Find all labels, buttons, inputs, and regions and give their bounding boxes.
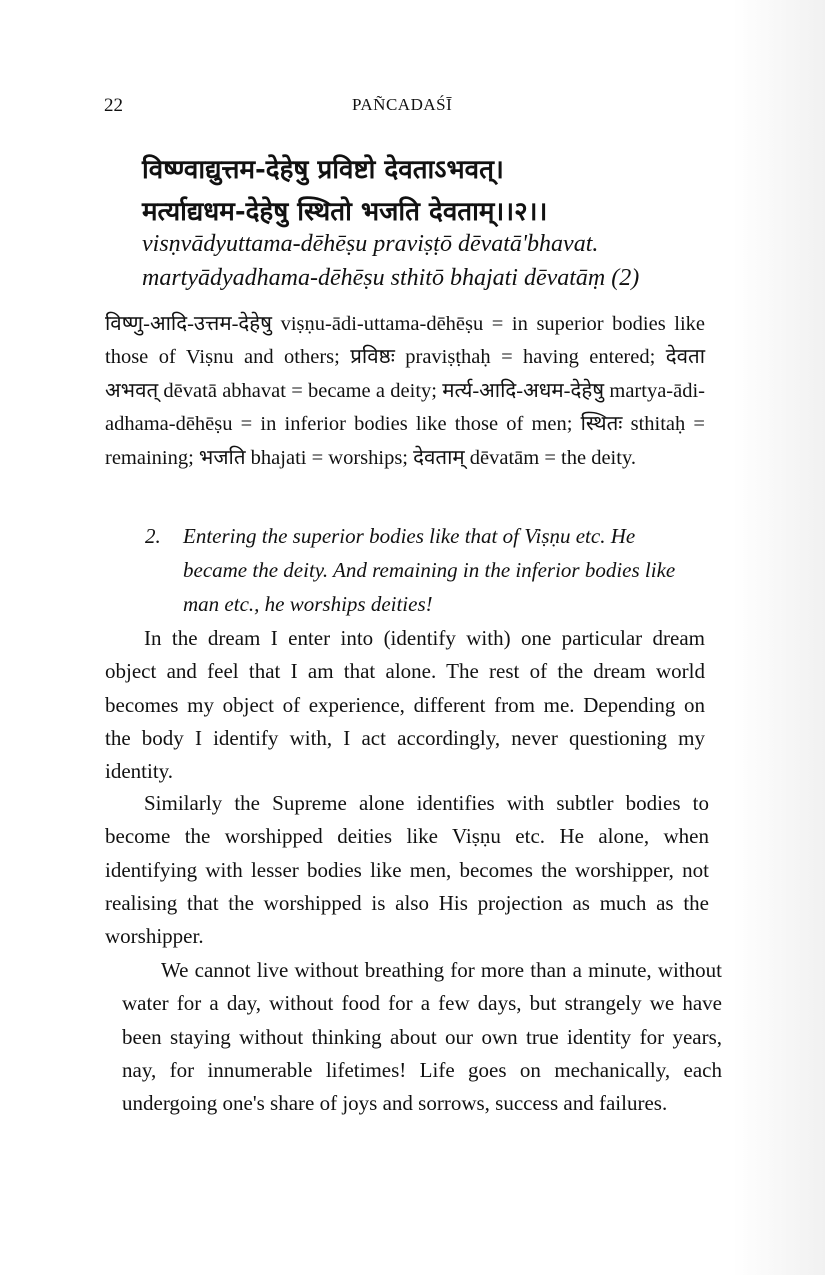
verse-devanagari-line-1: विष्ण्वाद्युत्तम-देहेषु प्रविष्टो देवताऽभवत्। (142, 155, 504, 185)
translation-text: Entering the superior bodies like that of Viṣṇu etc. He became the deity. And remaining in the inferior bodies like man etc., he worships deities! (183, 524, 676, 616)
commentary-paragraph: Similarly the Supreme alone identifies with subtler bodies to become the worshipped deities like Viṣṇu etc. He alone, when identifying with lesser bodies like men, becomes the worshipper, not realising that the worshipped is also His projection as much as the worshipper. (105, 791, 709, 949)
verse-devanagari-line-2: मर्त्याद्यधम-देहेषु स्थितो भजति देवताम्।।२।। (142, 197, 548, 227)
verse-transliteration-line-2: martyādyadhama-dēhēṣu sthitō bhajati dēvatāṃ (2) (142, 265, 640, 291)
verse-translation (145, 519, 685, 621)
commentary-paragraph: We cannot live without breathing for more than a minute, without water for a day, without food for a few days, but strangely we have been staying without thinking about our own true identity for years, nay, for innumerable lifetimes! Life goes on mechanically, each undergoing one's share of joys and sorrows, success and failures. (122, 958, 722, 1116)
verse-transliteration-line-1: visṇvādyuttama-dēhēṣu praviṣṭō dēvatā'bhavat. (142, 231, 599, 257)
commentary-paragraph: In the dream I enter into (identify with) one particular dream object and feel that I am that alone. The rest of the dream world becomes my object of experience, different from me. Depending on the body I identify with, I act accordingly, never questioning my identity. (105, 626, 705, 784)
running-title: PAÑCADAŚĪ (352, 95, 453, 114)
word-by-word-gloss: विष्णु-आदि-उत्तम-देहेषु viṣṇu-ādi-uttama-dēhēṣu = in superior bodies like those of Viṣnu and others; प्रविष्ठः praviṣṭhaḥ = having entered; देवता अभवत् dēvatā abhavat = became a deity; मर्त्य-आदि-अधम-देहेषु martya-ādi-adhama-dēhēṣu = in inferior bodies like those of men; स्थितः sthitaḥ = remaining; भजति bhajati = worships; देवताम् dēvatām = the deity. (105, 313, 705, 469)
translation-number: 2. (145, 524, 161, 548)
page-edge-shadow (733, 0, 825, 1275)
page-number: 22 (104, 95, 123, 116)
